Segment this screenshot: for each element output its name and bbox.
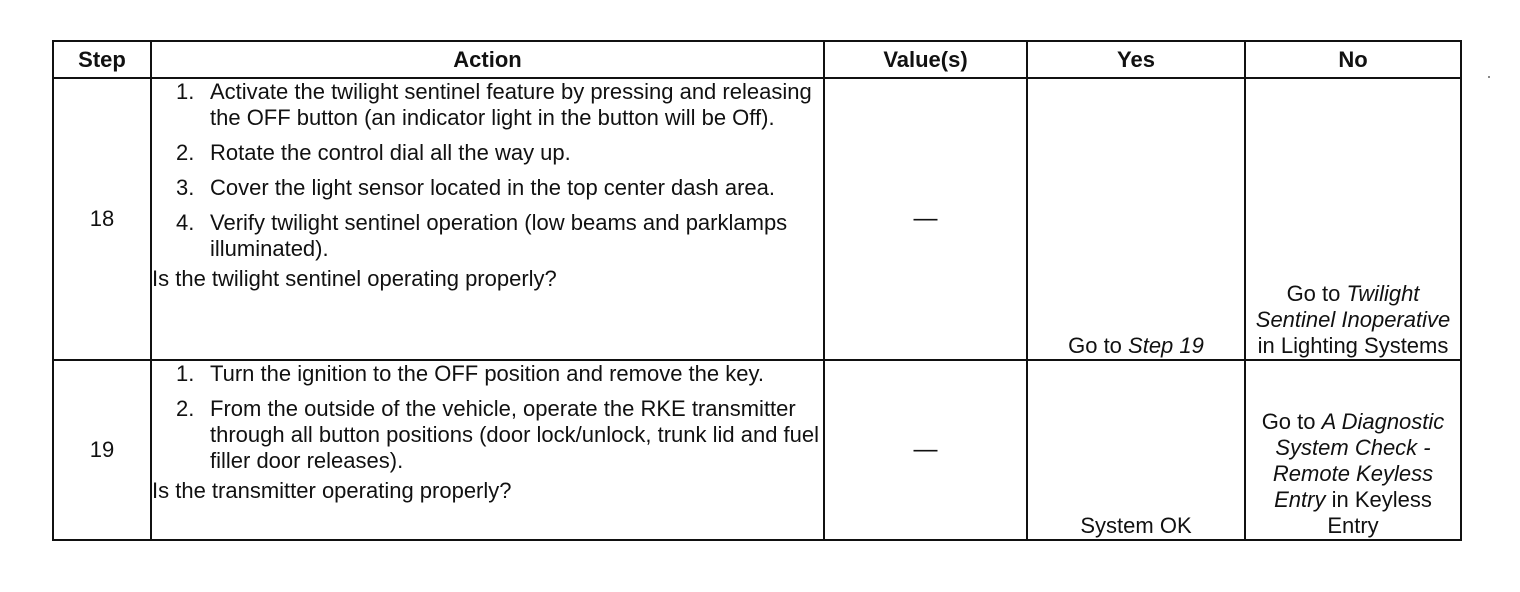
no-suffix: in Lighting Systems [1257,333,1449,358]
diagnostic-table [52,40,1462,541]
step-text: Verify twilight sentinel operation (low beams and parklamps illuminated). [210,210,788,261]
step-index: 4. [176,210,195,235]
yes-prefix: System OK [1080,513,1192,538]
step-index: 1. [176,361,195,386]
yes-cell [1027,360,1245,540]
action-step [176,79,823,131]
header-no: No [1245,41,1461,78]
table-header-row [53,41,1461,78]
no-suffix: in Keyless Entry [1325,487,1432,538]
yes-cell [1027,78,1245,360]
action-step [176,210,823,262]
action-question: Is the twilight sentinel operating properly? [152,266,557,291]
action-question: Is the transmitter operating properly? [152,478,512,503]
step-text: Cover the light sensor located in the top center dash area. [210,175,776,200]
no-text [1253,281,1453,359]
no-link[interactable]: Twilight Sentinel Inoperative [1255,281,1451,332]
table-row [53,360,1461,540]
no-cell [1245,78,1461,360]
step-text: From the outside of the vehicle, operate the RKE transmitter through all button positions (door lock/unlock, trunk lid and fuel filler door releases). [210,396,820,473]
header-yes: Yes [1027,41,1245,78]
value-cell: — [824,360,1027,540]
step-index: 3. [176,175,195,200]
value-cell: — [824,78,1027,360]
action-step [176,175,823,201]
action-steps [152,79,823,262]
step-text: Rotate the control dial all the way up. [210,140,571,165]
step-number: 19 [53,360,151,540]
action-step [176,396,823,474]
no-prefix: Go to [1261,409,1322,434]
no-cell [1245,360,1461,540]
header-action: Action [151,41,824,78]
no-link[interactable]: A Diagnostic System Check - Remote Keyless Entry [1272,409,1445,512]
step-number: 18 [53,78,151,360]
header-values: Value(s) [824,41,1027,78]
action-step [176,361,823,387]
yes-link[interactable]: Step 19 [1128,333,1204,358]
step-index: 2. [176,140,195,165]
step-index: 1. [176,79,195,104]
step-text: Activate the twilight sentinel feature by pressing and releasing the OFF button (an indicator light in the button will be Off). [210,79,812,130]
header-step: Step [53,41,151,78]
step-index: 2. [176,396,195,421]
step-text: Turn the ignition to the OFF position and remove the key. [210,361,764,386]
action-steps [152,361,823,474]
action-step [176,140,823,166]
action-cell [151,78,824,360]
yes-prefix: Go to [1068,333,1129,358]
no-prefix: Go to [1286,281,1347,306]
no-text [1253,409,1453,539]
table-row [53,78,1461,360]
scan-speck [1488,76,1490,78]
action-cell [151,360,824,540]
